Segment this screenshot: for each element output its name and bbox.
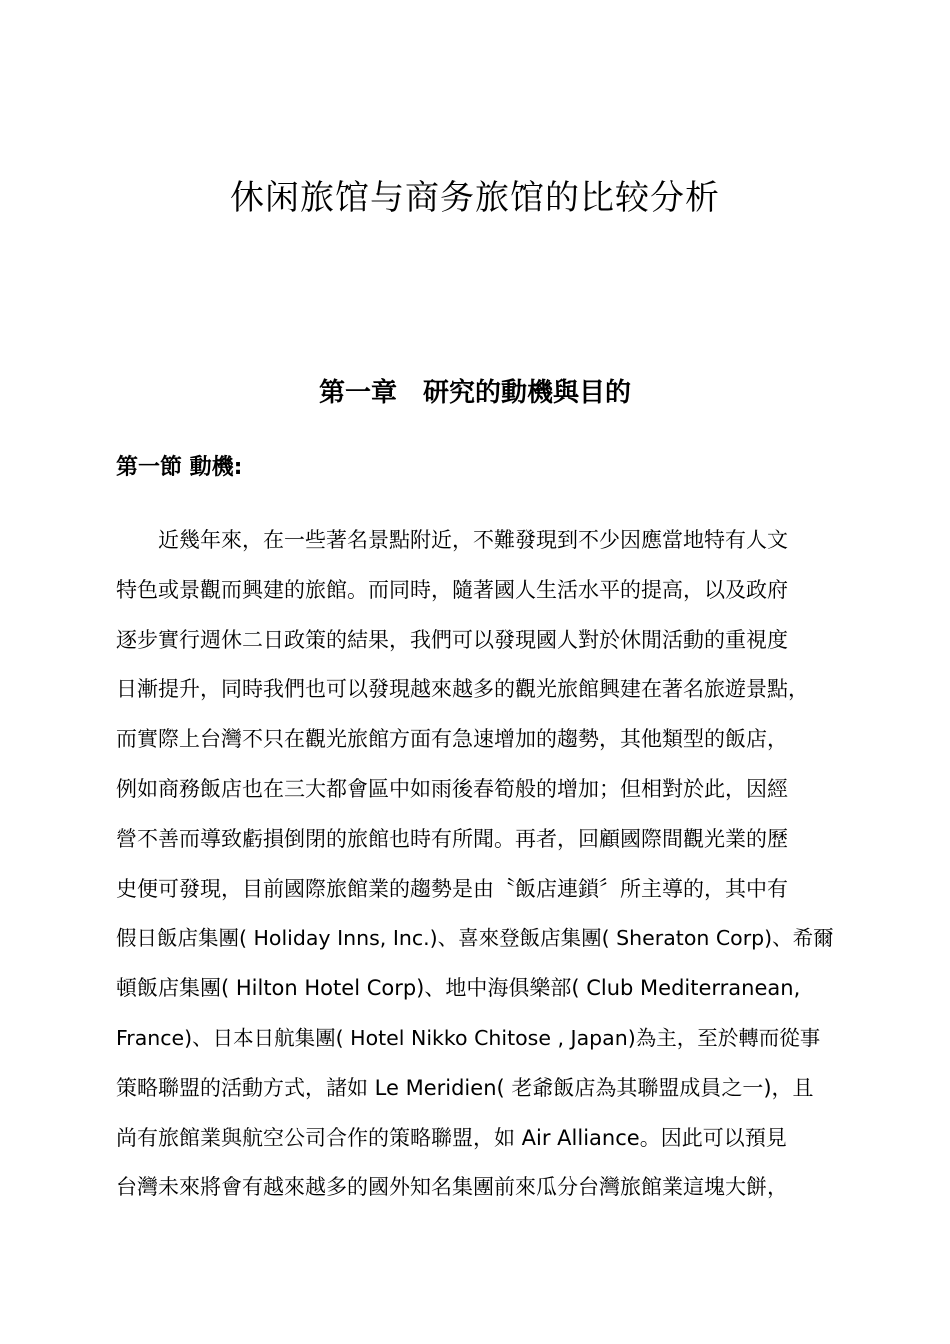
chapter-title: 第一章 研究的動機與目的	[318, 378, 631, 408]
paragraph-line: 而實際上台灣不只在觀光旅館方面有急速增加的趨勢，其他類型的飯店，	[116, 727, 788, 752]
paragraph-line: 策略聯盟的活動方式，諸如 Le Meridien( 老爺飯店為其聯盟成員之一)，且	[116, 1075, 814, 1100]
paragraph-line: 日漸提升，同時我們也可以發現越來越多的觀光旅館興建在著名旅遊景點，	[116, 677, 809, 702]
paragraph-line: 尚有旅館業與航空公司合作的策略聯盟，如 Air Alliance。因此可以預見	[116, 1125, 787, 1150]
paragraph-line: 假日飯店集團( Holiday Inns, Inc.)、喜來登飯店集團( Sheraton Corp)、希爾	[116, 926, 834, 951]
paragraph-line: 例如商務飯店也在三大都會區中如雨後春筍般的增加；但相對於此，因經	[116, 776, 788, 801]
document-title: 休闲旅馆与商务旅馆的比较分析	[230, 178, 720, 218]
paragraph-line: 台灣未來將會有越來越多的國外知名集團前來瓜分台灣旅館業這塊大餅，	[116, 1175, 788, 1200]
paragraph-line: 逐步實行週休二日政策的結果，我們可以發現國人對於休閒活動的重視度	[116, 627, 788, 652]
paragraph-line: France)、日本日航集團( Hotel Nikko Chitose , Japan)為主，至於轉而從事	[116, 1025, 821, 1050]
paragraph-line: 特色或景觀而興建的旅館。而同時，隨著國人生活水平的提高，以及政府	[116, 577, 788, 602]
paragraph-line: 近幾年來，在一些著名景點附近，不難發現到不少因應當地特有人文	[158, 528, 788, 552]
paragraph-line: 史便可發現，目前國際旅館業的趨勢是由〝飯店連鎖〞所主導的，其中有	[116, 876, 788, 901]
section-title: 第一節 動機:	[116, 455, 243, 480]
paragraph-line: 頓飯店集團( Hilton Hotel Corp)、地中海俱樂部( Club Mediterranean,	[116, 976, 801, 1001]
paragraph-line: 營不善而導致虧損倒閉的旅館也時有所聞。再者，回顧國際間觀光業的歷	[116, 826, 788, 851]
body-paragraph	[116, 524, 836, 1221]
